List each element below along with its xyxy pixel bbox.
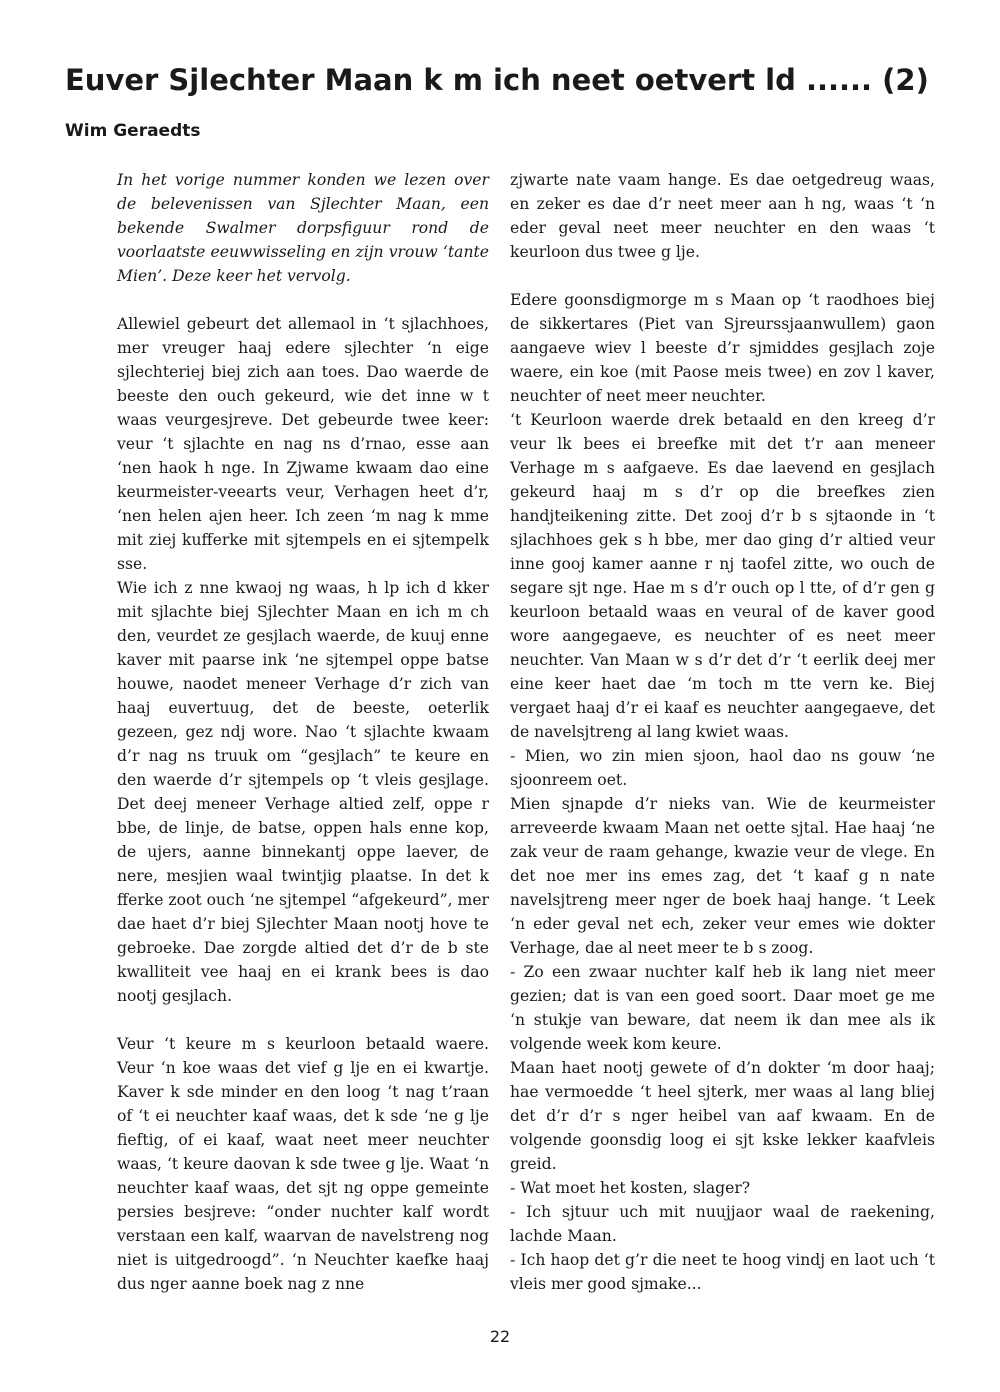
dialogue-line: - Ich haop det g’r die neet te hoog vindj en laot uch ‘t vleis mer good sjmake...: [510, 1251, 935, 1293]
article-title: Euver Sjlechter Maan k m ich neet oetvert ld ...... (2): [65, 63, 929, 97]
dialogue-line: - Wat moet het kosten, slager?: [510, 1179, 751, 1197]
page-number: 22: [489, 1327, 511, 1346]
body-paragraph: Allewiel gebeurt det allemaol in ‘t sjlachhoes, mer vreuger haaj edere sjlechter ‘n eige sjlechteriej biej zich aan toes. Dao waerde de beeste den ouch gekeurd, wie det inne w t waas veurgesjreve. Det gebeurde twee keer: veur ‘t sjlachte en nag ns d’rnao, esse aan ‘nen haok h nge. In Zjwame kwaam dao eine keurmeister-veearts veur, Verhagen heet d’r, ‘nen helen ajen heer. Ich zeen ‘m nag k mme mit ziej kufferke mit sjtempels en ei sjtempelk sse.: [117, 315, 489, 573]
body-paragraph: Wie ich z nne kwaoj ng waas, h lp ich d kker mit sjlachte biej Sjlechter Maan en ich m ch den, veurdet ze gesjlach waerde, de kuuj enne kaver mit paarse ink ‘ne sjtempel oppe batse houwe, naodet meneer Verhage d’r zich van haaj euvertuug, det de beeste, oeterlik gezeen, gez ndj wore. Nao ‘t sjlachte kwaam d’r nag ns truuk om “gesjlach” te keure en den waerde d’r sjtempels op ‘t vleis gesjlage. Det deej meneer Verhage altied zelf, oppe r bbe, de linje, de batse, oppen hals enne kop, de ujers, aanne binnekantj oppe laever, de nere, mesjien waal twintjig plaatse. In det k fferke zoot ouch ‘ne sjtempel “afgekeurd”, mer dae haet d’r biej Sjlechter Maan nootj hove te gebroeke. Dae zorgde altied det d’r de b ste kwalliteit vee haaj en ei krank bees is dao nootj gesjlach.: [117, 579, 489, 1005]
body-paragraph: Mien sjnapde d’r nieks van. Wie de keurmeister arreveerde kwaam Maan net oette sjtal. Hae haaj ‘ne zak veur de raam gehange, kwazie veur de vlege. En det noe mer ins emes zag, det ‘t kaaf g n nate navelsjtreng meer nger de boek haaj hange. ‘t Leek ‘n eder geval net ech, zeker veur emes wie dokter Verhage, dae al neet meer te b s zoog.: [510, 795, 935, 957]
body-paragraph: zjwarte nate vaam hange. Es dae oetgedreug waas, en zeker es dae d’r neet meer aan h ng, waas ‘t ‘n eder geval neet meer neuchter en den waas ‘t keurloon dus twee g lje.: [510, 171, 935, 261]
body-paragraph: Veur ‘t keure m s keurloon betaald waere. Veur ‘n koe waas det vief g lje en ei kwartje. Kaver k sde minder en den loog ‘t nag t’raan of ‘t ei neuchter kaaf waas, det k sde ‘ne g lje fieftig, of ei kaaf, waat neet meer neuchter waas, ‘t keure daovan k sde twee g lje. Waat ‘n neuchter kaaf waas, det sjt ng oppe gemeinte persies besjreve: “onder nuchter kalf wordt verstaan een kalf, waarvan de navelstreng nog niet is uitgedroogd”. ‘n Neuchter kaefke haaj dus nger aanne boek nag z nne: [117, 1035, 489, 1293]
dialogue-line: - Ich sjtuur uch mit nuujjaor waal de raekening, lachde Maan.: [510, 1203, 935, 1245]
left-column: [117, 168, 489, 1296]
dialogue-line: - Zo een zwaar nuchter kalf heb ik lang niet meer gezien; dat is van een goed soort. Daar moet ge me ‘n stukje van beware, dat neem ik dan mee als ik volgende week kom keure.: [510, 963, 935, 1053]
body-paragraph: Edere goonsdigmorge m s Maan op ‘t raodhoes biej de sikkertares (Piet van Sjreurssjaanwullem) gaon aangaeve wiev l beeste d’r sjmiddes gesjlach zoje waere, ein koe (mit Paose meis twee) en zov l kaver, neuchter of neet meer neuchter.: [510, 291, 935, 405]
right-column: [510, 168, 935, 1296]
body-paragraph: Maan haet nootj gewete of d’n dokter ‘m door haaj; hae vermoedde ‘t heel sjterk, mer waas al lang bliej det d’r d’r s nger heibel van aaf kwaam. En de volgende goonsdig loog ei sjt kske lekker kaafvleis greid.: [510, 1059, 935, 1173]
article-author: Wim Geraedts: [65, 121, 201, 141]
body-paragraph: ‘t Keurloon waerde drek betaald en den kreeg d’r veur lk bees ei breefke mit det t’r aan meneer Verhage m s aafgaeve. Es dae laevend en gesjlach gekeurd haaj m s d’r op die breefkes zien handjteikening zitte. Det zooj d’r b s sjtaonde in ‘t sjlachhoes gek s h bbe, mer dao ging d’r altied veur inne gooj kamer aanne r nj taofel zitte, wo ouch de segare sjt nge. Hae m s d’r ouch op l tte, of d’r gen g keurloon betaald waas en veural of de kaver good wore aangegaeve, es neuchter of es neet meer neuchter. Van Maan w s d’r det d’r ‘t eerlik deej mer eine keer haet dae ‘m toch m tte vern ke. Biej vergaet haaj d’r ei kaaf es neuchter aangegaeve, det de navelsjtreng al lang kwiet waas.: [510, 411, 935, 741]
dialogue-line: - Mien, wo zin mien sjoon, haol dao ns gouw ‘ne sjoonreem oet.: [510, 747, 935, 789]
intro-paragraph: In het vorige nummer konden we lezen over de belevenissen van Sjlechter Maan, een bekende Swalmer dorpsfiguur rond de voorlaatste eeuwwisseling en zijn vrouw ‘tante Mien’. Deze keer het vervolg.: [117, 171, 489, 285]
